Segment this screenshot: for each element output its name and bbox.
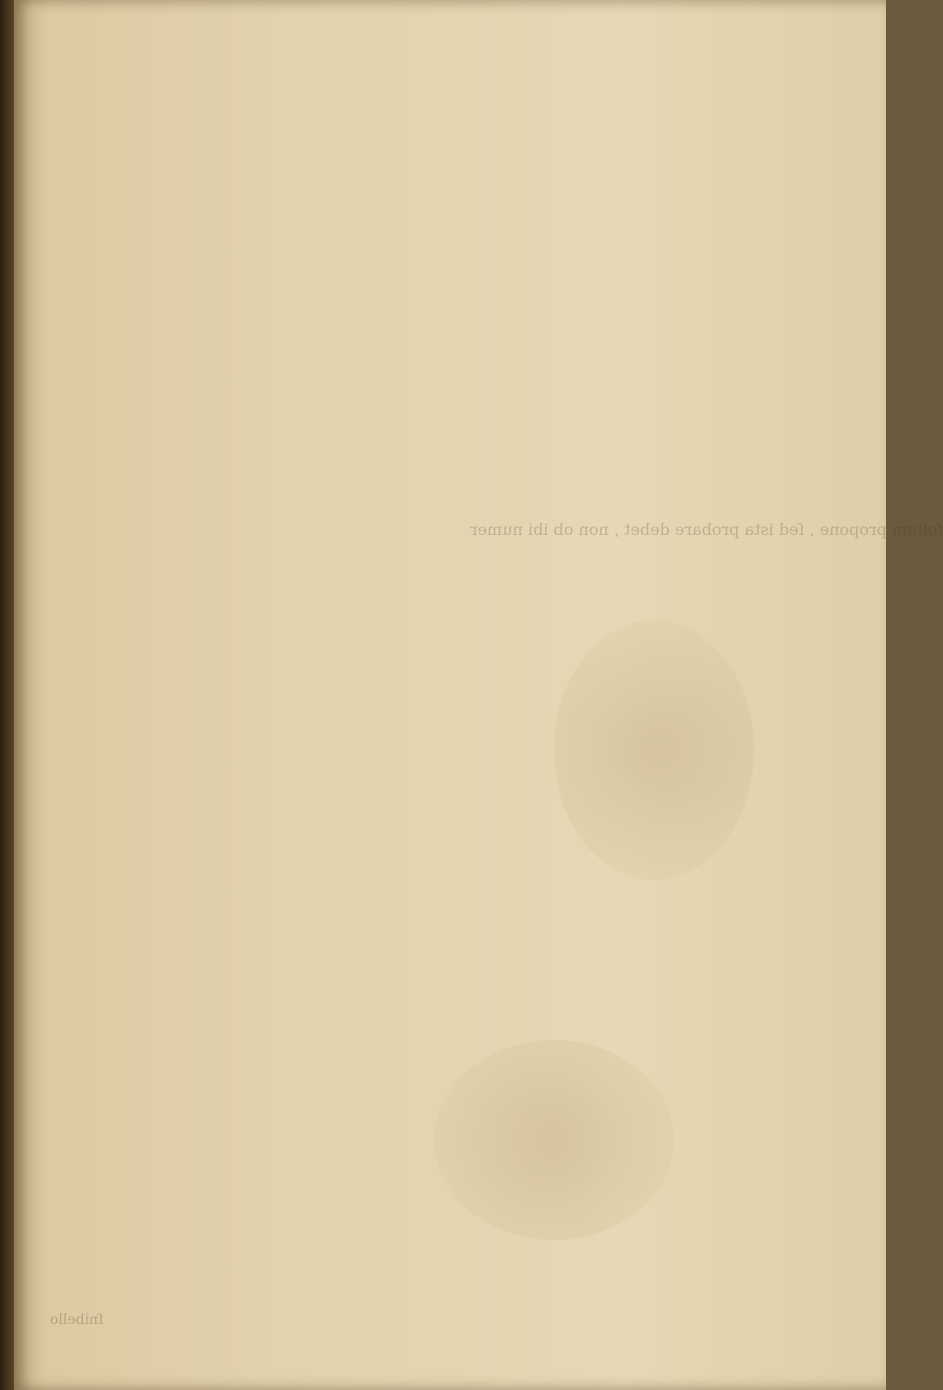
summary-item bbox=[78, 557, 723, 574]
book-spine bbox=[0, 0, 14, 1390]
page-stain bbox=[434, 1040, 674, 1240]
page-stain bbox=[554, 620, 754, 880]
bleed-through-text: folium propone , ſed ista probare debet , non ob ibi numer bbox=[470, 520, 943, 539]
summary-item bbox=[78, 596, 723, 613]
running-header bbox=[130, 30, 770, 70]
book-page bbox=[14, 0, 886, 1390]
drop-capital bbox=[72, 612, 124, 672]
bleed-through-text: ſnibello bbox=[50, 1312, 104, 1328]
